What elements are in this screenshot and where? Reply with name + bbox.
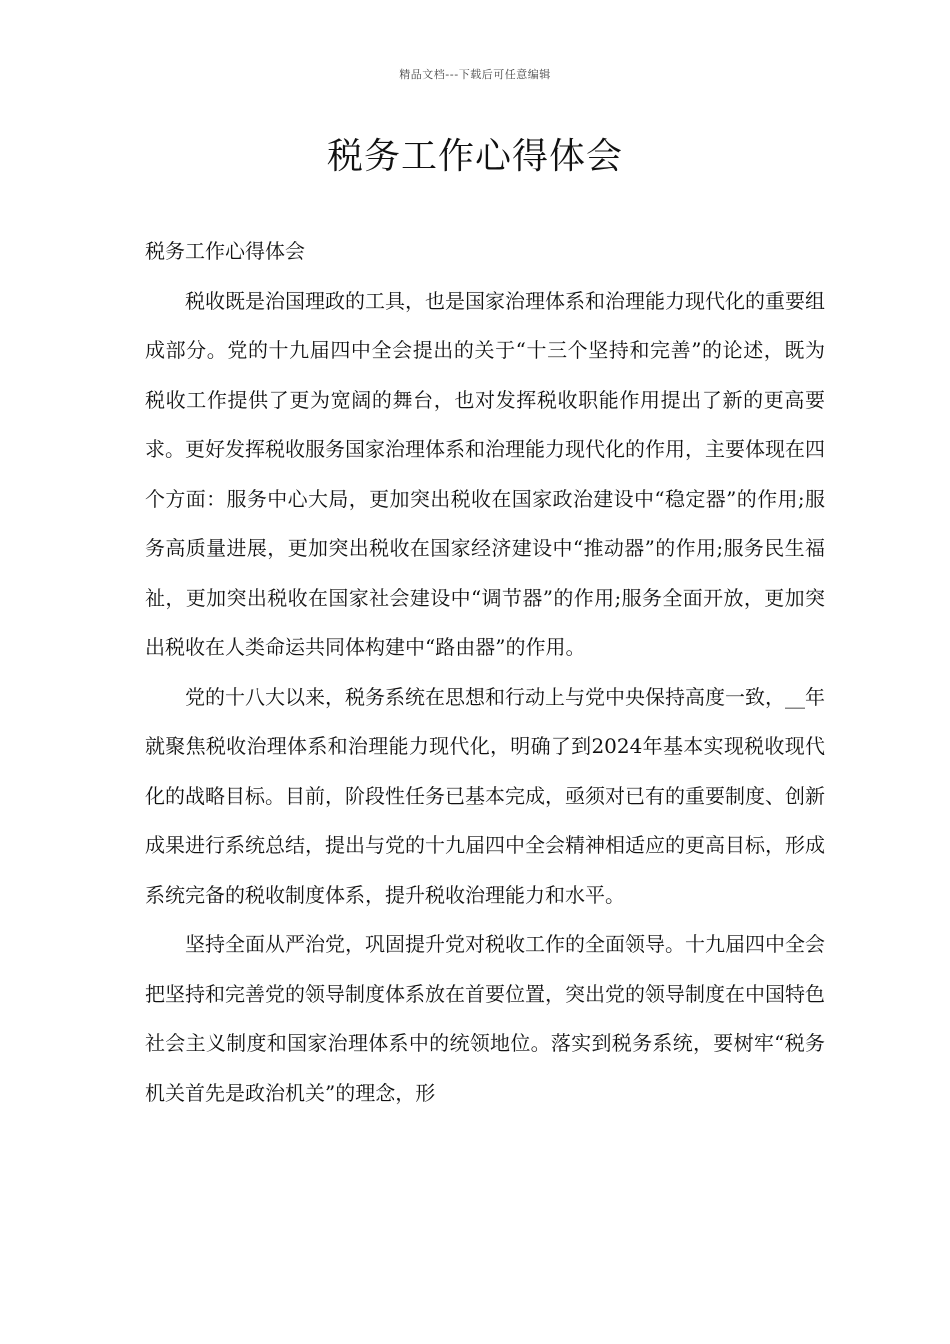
- document-body: [145, 227, 825, 1118]
- document-title: 税务工作心得体会: [326, 136, 623, 177]
- header-note: 精品文档---下载后可任意编辑: [399, 68, 551, 81]
- paragraph-2: 党的十八大以来，税务系统在思想和行动上与党中央保持高度一致，__年就聚焦税收治理体系和治理能力现代化，明确了到2024年基本实现税收现代化的战略目标。目前，阶段性任务已基本完成，亟须对已有的重要制度、创新成果进行系统总结，提出与党的十九届四中全会精神相适应的更高目标，形成系统完备的税收制度体系，提升税收治理能力和水平。: [145, 684, 825, 907]
- document-subtitle: 税务工作心得体会: [145, 239, 305, 263]
- paragraph-1: 税收既是治国理政的工具，也是国家治理体系和治理能力现代化的重要组成部分。党的十九届四中全会提出的关于“十三个坚持和完善”的论述，既为税收工作提供了更为宽阔的舞台，也对发挥税收职能作用提出了新的更高要求。更好发挥税收服务国家治理体系和治理能力现代化的作用，主要体现在四个方面：服务中心大局，更加突出税收在国家政治建设中“稳定器”的作用;服务高质量进展，更加突出税收在国家经济建设中“推动器”的作用;服务民生福祉，更加突出税收在国家社会建设中“调节器”的作用;服务全面开放，更加突出税收在人类命运共同体构建中“路由器”的作用。: [145, 288, 825, 659]
- paragraph-3: 坚持全面从严治党，巩固提升党对税收工作的全面领导。十九届四中全会把坚持和完善党的领导制度体系放在首要位置，突出党的领导制度在中国特色社会主义制度和国家治理体系中的统领地位。落实到税务系统，要树牢“税务机关首先是政治机关”的理念，形: [145, 932, 825, 1105]
